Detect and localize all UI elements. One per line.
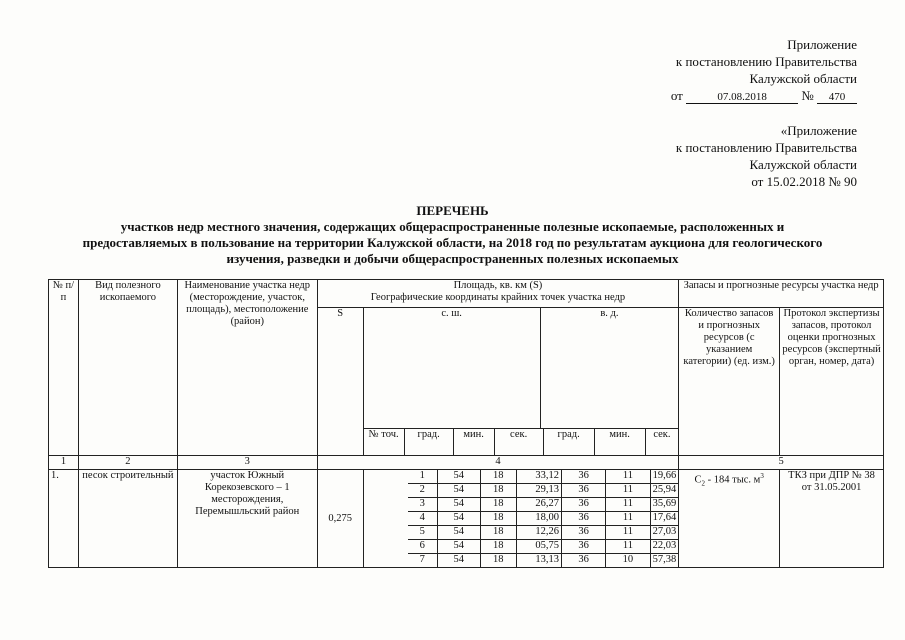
header-deg2: град. bbox=[543, 429, 594, 455]
row-coordinates bbox=[363, 470, 679, 568]
point-cell: 1 bbox=[408, 470, 438, 484]
point-cell: 36 bbox=[561, 498, 605, 512]
point-cell: 18 bbox=[480, 526, 516, 540]
point-cell: 4 bbox=[408, 512, 438, 526]
quantity-unit-power: 3 bbox=[760, 472, 764, 480]
header-coords-sub bbox=[363, 429, 679, 456]
point-row bbox=[408, 470, 679, 484]
header-latitude: с. ш. bbox=[364, 308, 541, 428]
point-cell: 3 bbox=[408, 498, 438, 512]
point-cell: 18 bbox=[480, 512, 516, 526]
point-cell: 18 bbox=[480, 540, 516, 554]
header-sec2: сек. bbox=[645, 429, 678, 455]
point-cell: 25,94 bbox=[650, 484, 678, 498]
point-cell: 17,64 bbox=[650, 512, 678, 526]
number-label: № bbox=[801, 88, 814, 103]
header-point: № точ. bbox=[364, 429, 405, 455]
coordinates-table bbox=[408, 470, 679, 567]
row-quantity bbox=[679, 470, 780, 568]
point-cell: 29,13 bbox=[516, 484, 561, 498]
appendix-number: 470 bbox=[817, 91, 857, 104]
header-s: S bbox=[317, 308, 363, 456]
point-cell: 18,00 bbox=[516, 512, 561, 526]
old-appendix-header bbox=[676, 122, 857, 190]
header-area-line-1: Площадь, кв. км (S) bbox=[453, 280, 543, 291]
old-appendix-line-2: к постановлению Правительства bbox=[675, 140, 857, 155]
point-cell: 54 bbox=[437, 498, 480, 512]
row-area: 0,275 bbox=[317, 470, 363, 568]
header-min: мин. bbox=[453, 429, 494, 455]
point-cell: 6 bbox=[408, 540, 438, 554]
point-cell: 18 bbox=[480, 554, 516, 568]
point-cell: 12,26 bbox=[516, 526, 561, 540]
header-area bbox=[317, 280, 679, 308]
point-cell: 54 bbox=[437, 484, 480, 498]
point-cell: 10 bbox=[606, 554, 650, 568]
point-cell: 33,12 bbox=[516, 470, 561, 484]
index-1: 1 bbox=[49, 456, 79, 470]
point-cell: 36 bbox=[561, 526, 605, 540]
quantity-value: - 184 тыс. м bbox=[705, 474, 761, 486]
point-cell: 18 bbox=[480, 484, 516, 498]
point-cell: 36 bbox=[561, 512, 605, 526]
from-label: от bbox=[670, 88, 683, 103]
row-protocol: ТКЗ при ДПР № 38 от 31.05.2001 bbox=[780, 470, 884, 568]
title-line-2: предоставляемых в пользование на территории Калужской области, на 2018 год по результатам аукциона для геологического bbox=[82, 235, 823, 250]
point-cell: 22,03 bbox=[650, 540, 678, 554]
table-row bbox=[49, 470, 884, 568]
title-heading: ПЕРЕЧЕНЬ bbox=[416, 203, 489, 218]
row-no: 1. bbox=[49, 470, 79, 568]
header-coords-top bbox=[363, 308, 679, 429]
header-type: Вид полезного ископаемого bbox=[78, 280, 177, 456]
point-cell: 54 bbox=[437, 554, 480, 568]
point-cell: 36 bbox=[561, 484, 605, 498]
point-row bbox=[408, 540, 679, 554]
header-no: № п/п bbox=[49, 280, 79, 456]
point-row bbox=[408, 498, 679, 512]
appendix-line-3: Калужской области bbox=[749, 71, 857, 86]
point-cell: 36 bbox=[561, 554, 605, 568]
header-longitude: в. д. bbox=[540, 308, 678, 428]
appendix-line-2: к постановлению Правительства bbox=[675, 54, 857, 69]
title-line-1: участков недр местного значения, содержащих общераспространенные полезные ископаемые, расположенных и bbox=[120, 219, 785, 234]
point-cell: 18 bbox=[480, 498, 516, 512]
point-cell: 7 bbox=[408, 554, 438, 568]
point-cell: 11 bbox=[606, 526, 650, 540]
title-line-3: изучения, разведки и добычи общераспространенных полезных ископаемых bbox=[226, 251, 679, 266]
point-cell: 18 bbox=[480, 470, 516, 484]
document-title bbox=[0, 203, 905, 267]
point-cell: 11 bbox=[606, 512, 650, 526]
header-name: Наименование участка недр (месторождение, участок, площадь), местоположение (район) bbox=[177, 280, 317, 456]
point-cell: 5 bbox=[408, 526, 438, 540]
point-cell: 19,66 bbox=[650, 470, 678, 484]
index-2: 2 bbox=[78, 456, 177, 470]
quantity-category: 2 bbox=[701, 479, 705, 488]
point-cell: 35,69 bbox=[650, 498, 678, 512]
appendix-date-line bbox=[671, 87, 857, 104]
point-cell: 36 bbox=[561, 540, 605, 554]
old-appendix-line-1: «Приложение bbox=[780, 123, 857, 138]
quantity-prefix: С bbox=[694, 474, 702, 486]
point-cell: 13,13 bbox=[516, 554, 561, 568]
header-area-line-2: Географические координаты крайних точек участка недр bbox=[370, 292, 626, 303]
header-min2: мин. bbox=[594, 429, 645, 455]
appendix-date: 07.08.2018 bbox=[686, 91, 798, 104]
appendix-line-1: Приложение bbox=[787, 37, 857, 52]
point-cell: 2 bbox=[408, 484, 438, 498]
point-row bbox=[408, 512, 679, 526]
appendix-header bbox=[671, 36, 857, 104]
point-row bbox=[408, 484, 679, 498]
row-name: участок Южный Корекозевского – 1 месторождения, Перемышльский район bbox=[177, 470, 317, 568]
header-deg: град. bbox=[404, 429, 453, 455]
old-appendix-line-3: Калужской области bbox=[749, 157, 857, 172]
index-5: 5 bbox=[679, 456, 884, 470]
old-appendix-line-4: от 15.02.2018 № 90 bbox=[751, 174, 857, 189]
point-cell: 54 bbox=[437, 540, 480, 554]
point-cell: 11 bbox=[606, 540, 650, 554]
header-protocol: Протокол экспертизы запасов, протокол оценки прогнозных ресурсов (экспертный орган, номер, дата) bbox=[780, 308, 884, 456]
row-type: песок строительный bbox=[78, 470, 177, 568]
header-sec: сек. bbox=[494, 429, 543, 455]
point-cell: 11 bbox=[606, 470, 650, 484]
point-cell: 27,03 bbox=[650, 526, 678, 540]
point-cell: 57,38 bbox=[650, 554, 678, 568]
header-quantity: Количество запасов и прогнозных ресурсов (с указанием категории) (ед. изм.) bbox=[679, 308, 780, 456]
index-4: 4 bbox=[317, 456, 679, 470]
point-cell: 11 bbox=[606, 498, 650, 512]
point-cell: 05,75 bbox=[516, 540, 561, 554]
point-row bbox=[408, 554, 679, 568]
point-row bbox=[408, 526, 679, 540]
point-cell: 54 bbox=[437, 526, 480, 540]
header-reserves: Запасы и прогнозные ресурсы участка недр bbox=[679, 280, 884, 308]
point-cell: 26,27 bbox=[516, 498, 561, 512]
point-cell: 11 bbox=[606, 484, 650, 498]
deposits-table bbox=[48, 279, 884, 568]
index-3: 3 bbox=[177, 456, 317, 470]
point-cell: 54 bbox=[437, 470, 480, 484]
point-cell: 36 bbox=[561, 470, 605, 484]
point-cell: 54 bbox=[437, 512, 480, 526]
